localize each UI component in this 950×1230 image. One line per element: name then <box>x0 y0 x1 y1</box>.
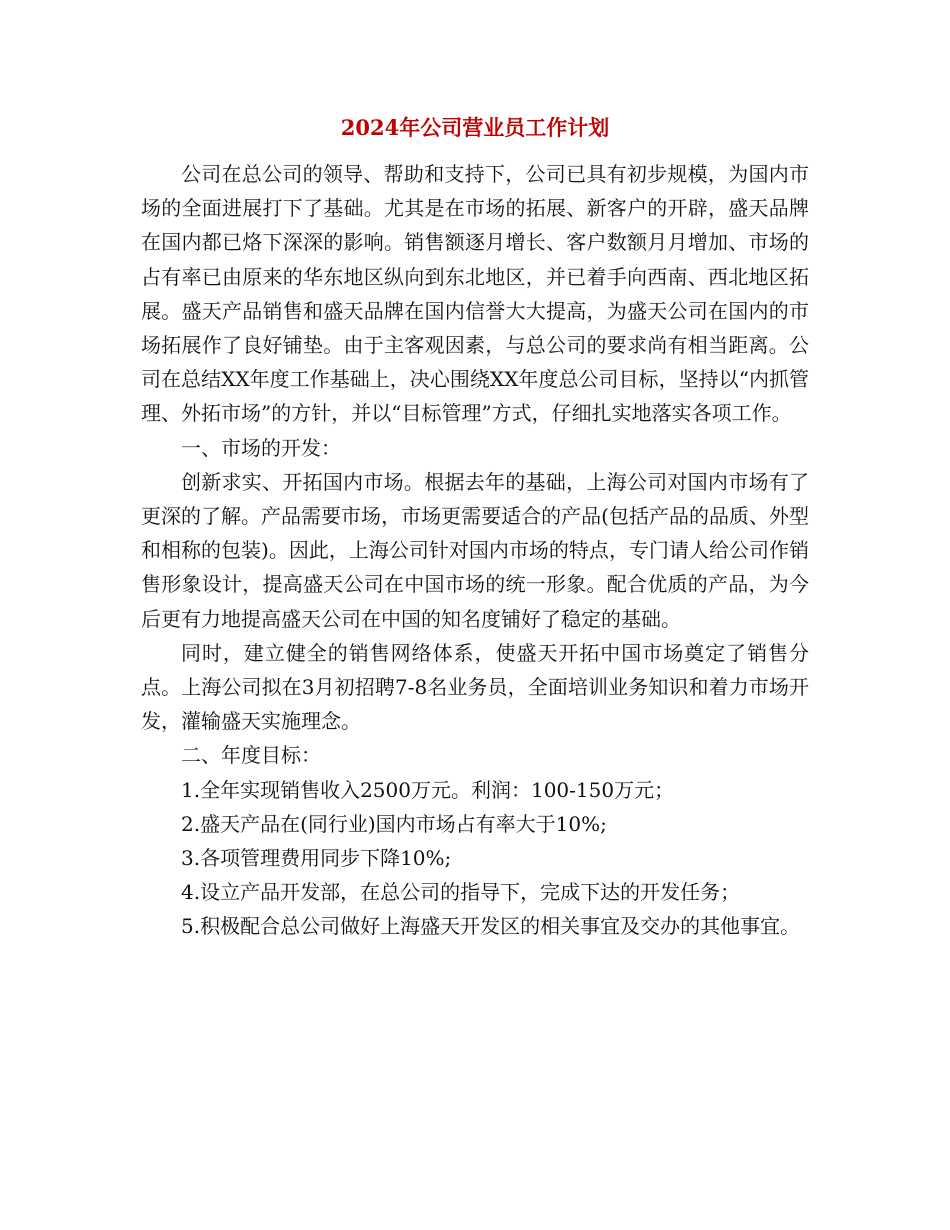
section-heading-annual-goals: 二、年度目标： <box>181 743 321 768</box>
intro-paragraph: 公司在总公司的领导、帮助和支持下，公司已具有初步规模，为国内市场的全面进展打下了基础。尤其是在市场的拓展、新客户的开辟，盛天品牌在国内都已烙下深深的影响。销售额逐月增长、客户数额月月增加、市场的占有率已由原来的华东地区纵向到东北地区，并已着手向西南、西北地区拓展。盛天产品销售和盛天品牌在国内信誉大大提高，为盛天公司在国内的市场拓展作了良好铺垫。由于主客观因素，与总公司的要求尚有相当距离。公司在总结XX年度工作基础上，决心围绕XX年度总公司目标，坚持以“内抓管理、外拓市场”的方针，并以“目标管理”方式，仔细扎实地落实各项工作。 <box>141 162 809 426</box>
goal-item-1: 1.全年实现销售收入2500万元。利润：100-150万元； <box>181 777 675 802</box>
document-body <box>141 157 809 944</box>
market-paragraph-2: 同时，建立健全的销售网络体系，使盛天开拓中国市场奠定了销售分点。上海公司拟在3月初招聘7-8名业务员，全面培训业务知识和着力市场开发，灌输盛天实施理念。 <box>141 640 809 734</box>
goal-item-5: 5.积极配合总公司做好上海盛天开发区的相关事宜及交办的其他事宜。 <box>181 914 801 939</box>
goal-item-3: 3.各项管理费用同步下降10%; <box>181 846 452 871</box>
goal-item-4: 4.设立产品开发部，在总公司的指导下，完成下达的开发任务； <box>181 880 741 905</box>
section-heading-market-development: 一、市场的开发： <box>181 435 341 460</box>
market-paragraph-1: 创新求实、开拓国内市场。根据去年的基础，上海公司对国内市场有了更深的了解。产品需要市场，市场更需要适合的产品(包括产品的品质、外型和相称的包装)。因此，上海公司针对国内市场的特点，专门请人给公司作销售形象设计，提高盛天公司在中国市场的统一形象。配合优质的产品，为今后更有力地提高盛天公司在中国的知名度铺好了稳定的基础。 <box>141 469 809 631</box>
goal-item-2: 2.盛天产品在(同行业)国内市场占有率大于10%; <box>181 811 607 836</box>
document-title: 2024年公司营业员工作计划 <box>340 115 610 140</box>
